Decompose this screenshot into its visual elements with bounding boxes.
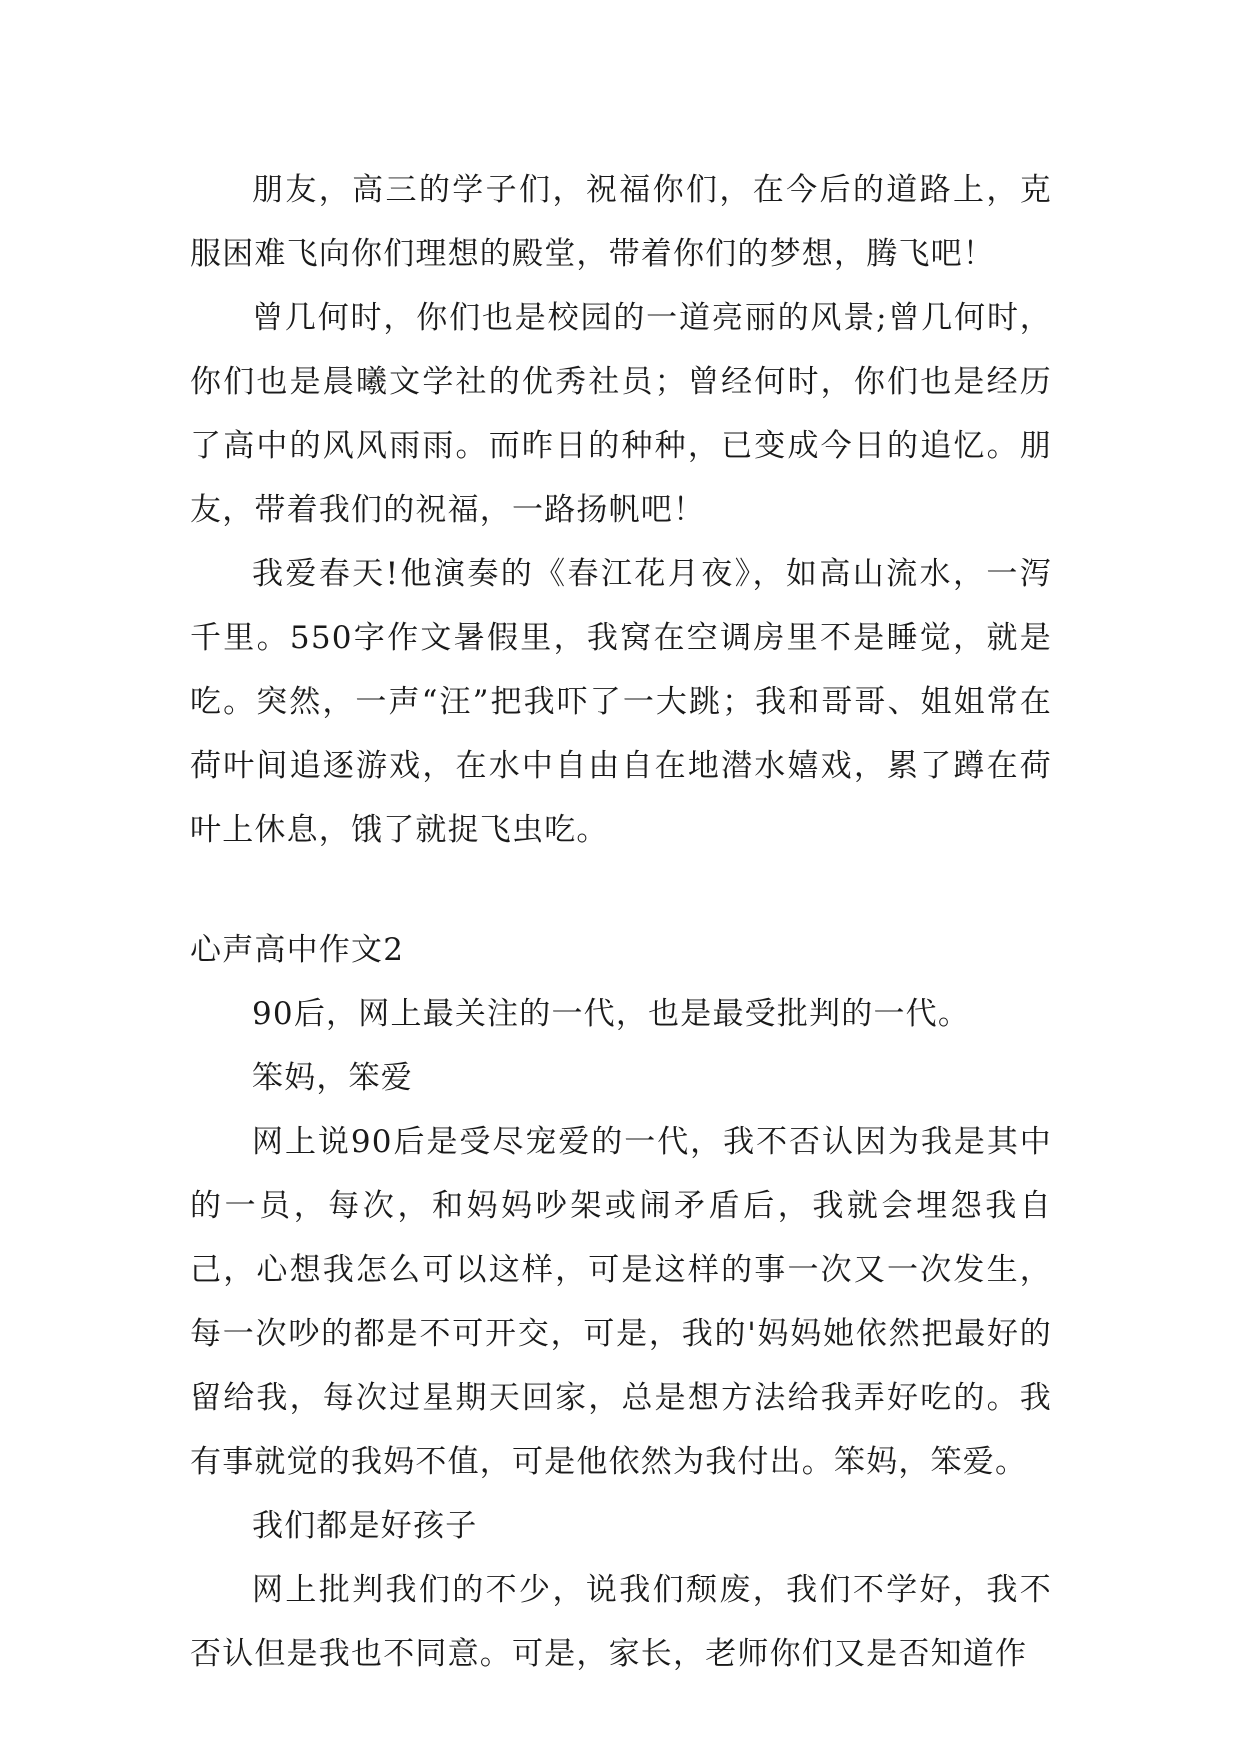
paragraph-4: 90后，网上最关注的一代，也是最受批判的一代。 — [252, 996, 971, 1032]
section-heading: 心声高中作文2 — [190, 932, 405, 968]
subheading-2: 我们都是好孩子 — [252, 1508, 478, 1544]
paragraph-1: 朋友，高三的学子们，祝福你们，在今后的道路上，克服困难飞向你们理想的殿堂，带着你们的梦想，腾飞吧！ — [190, 172, 1052, 272]
paragraph-6: 网上批判我们的不少，说我们颓废，我们不学好，我不否认但是我也不同意。可是，家长，老师你们又是否知道作 — [190, 1572, 1052, 1672]
paragraph-3: 我爱春天!他演奏的《春江花月夜》，如高山流水，一泻千里。550字作文暑假里，我窝在空调房里不是睡觉，就是吃。突然，一声“汪”把我吓了一大跳；我和哥哥、姐姐常在荷叶间追逐游戏，在水中自由自在地潜水嬉戏，累了蹲在荷叶上休息，饿了就捉飞虫吃。 — [190, 556, 1052, 848]
paragraph-2: 曾几何时，你们也是校园的一道亮丽的风景;曾几何时，你们也是晨曦文学社的优秀社员；曾经何时，你们也是经历了高中的风风雨雨。而昨日的种种，已变成今日的追忆。朋友，带着我们的祝福，一路扬帆吧！ — [190, 300, 1052, 528]
document-body — [190, 158, 1052, 1686]
subheading-1: 笨妈，笨爱 — [252, 1060, 413, 1096]
paragraph-5: 网上说90后是受尽宠爱的一代，我不否认因为我是其中的一员，每次，和妈妈吵架或闹矛盾后，我就会埋怨我自己，心想我怎么可以这样，可是这样的事一次又一次发生，每一次吵的都是不可开交，可是，我的'妈妈她依然把最好的留给我，每次过星期天回家，总是想方法给我弄好吃的。我有事就觉的我妈不值，可是他依然为我付出。笨妈，笨爱。 — [190, 1124, 1052, 1480]
